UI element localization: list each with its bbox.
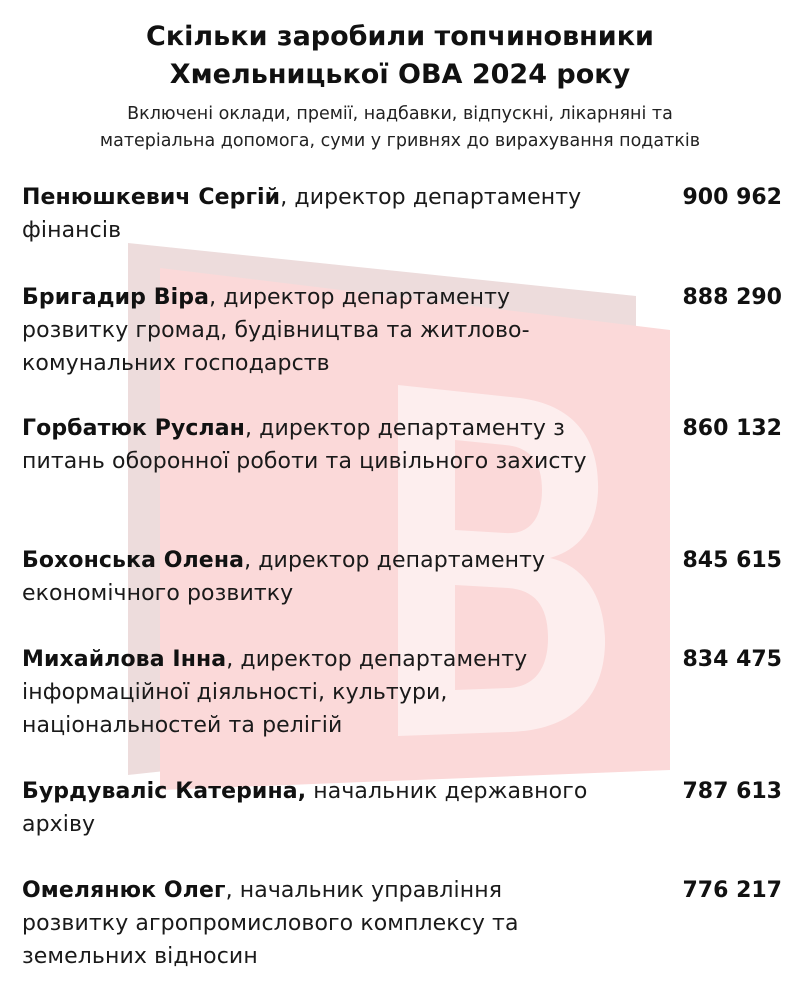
official-description <box>22 643 602 742</box>
official-name: Бурдуваліс Катерина, <box>22 779 307 804</box>
official-name: Омелянюк Олег <box>22 878 226 903</box>
official-position: , директор департаменту з питань оборонної роботи та цивільного захисту <box>22 416 587 474</box>
official-salary: 776 217 <box>682 878 782 903</box>
official-name: Бригадир Віра <box>22 285 210 310</box>
official-position: , директор департаменту інформаційної діяльності, культури, національностей та релігій <box>22 647 528 738</box>
official-salary: 845 615 <box>682 548 782 573</box>
title-line-1: Скільки заробили топчиновники <box>146 21 654 52</box>
official-salary: 900 962 <box>682 185 782 210</box>
official-description <box>22 181 602 247</box>
official-position: , директор департаменту розвитку громад, будівництва та житлово-комунальних господарств <box>22 285 530 376</box>
page-subtitle <box>40 101 760 155</box>
official-salary: 860 132 <box>682 416 782 441</box>
page-title <box>0 18 800 94</box>
official-name: Горбатюк Руслан <box>22 416 245 441</box>
official-position: , директор департаменту економічного розвитку <box>22 548 546 606</box>
official-description <box>22 281 602 380</box>
official-position: начальник державного архіву <box>22 779 588 837</box>
official-position: , начальник управління розвитку агропромислового комплексу та земельних відносин <box>22 878 519 969</box>
official-description <box>22 412 602 478</box>
official-salary: 888 290 <box>682 285 782 310</box>
official-description <box>22 544 602 610</box>
official-name: Михайлова Інна <box>22 647 227 672</box>
official-description <box>22 775 602 841</box>
title-line-2: Хмельницької ОВА 2024 року <box>169 59 631 90</box>
official-description <box>22 874 602 973</box>
subtitle-line-1: Включені оклади, премії, надбавки, відпускні, лікарняні та <box>127 104 673 124</box>
official-salary: 834 475 <box>682 647 782 672</box>
official-position: , директор департаменту фінансів <box>22 185 582 243</box>
subtitle-line-2: матеріальна допомога, суми у гривнях до вирахування податків <box>99 131 701 151</box>
official-name: Пенюшкевич Сергій <box>22 185 281 210</box>
official-salary: 787 613 <box>682 779 782 804</box>
official-name: Бохонська Олена <box>22 548 245 573</box>
